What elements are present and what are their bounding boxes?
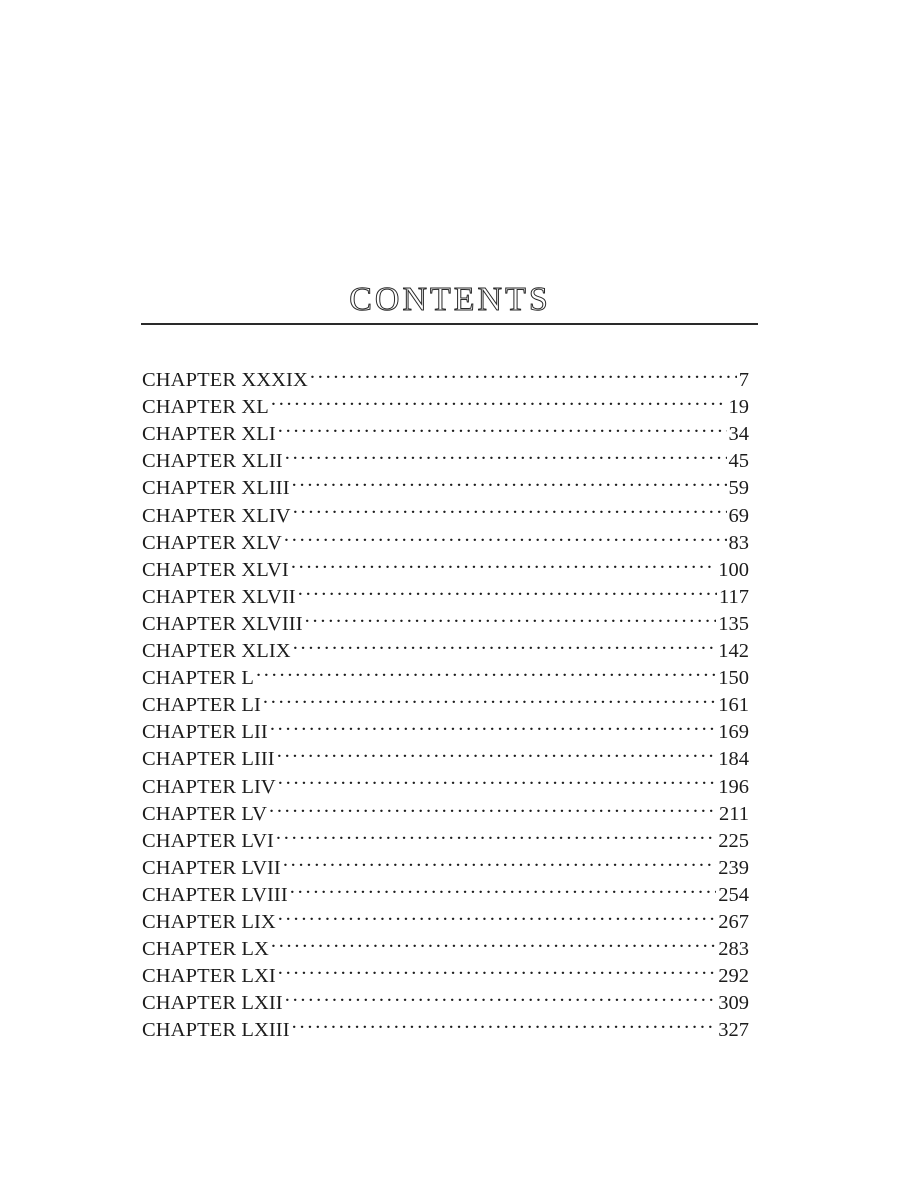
chapter-title: CHAPTER XLVI bbox=[142, 558, 289, 581]
chapter-title: CHAPTER XLV bbox=[142, 531, 282, 554]
dot-leader bbox=[285, 982, 717, 1009]
dot-leader bbox=[271, 386, 727, 413]
page-number: 196 bbox=[718, 775, 749, 798]
page-number: 327 bbox=[718, 1019, 749, 1042]
chapter-title: CHAPTER LXIII bbox=[142, 1019, 290, 1042]
dot-leader bbox=[290, 874, 716, 901]
page-number: 169 bbox=[718, 721, 749, 744]
heading-divider bbox=[141, 323, 758, 325]
page-number: 135 bbox=[718, 612, 749, 635]
dot-leader bbox=[292, 467, 727, 494]
dot-leader bbox=[293, 494, 727, 521]
page-number: 283 bbox=[718, 938, 749, 961]
chapter-title: CHAPTER XLI bbox=[142, 423, 276, 446]
page-number: 161 bbox=[718, 694, 749, 717]
chapter-title: CHAPTER XLII bbox=[142, 450, 283, 473]
chapter-title: CHAPTER LIII bbox=[142, 748, 275, 771]
page-number: 19 bbox=[728, 396, 749, 419]
page-number: 225 bbox=[718, 829, 749, 852]
chapter-title: CHAPTER LX bbox=[142, 938, 269, 961]
page-number: 184 bbox=[718, 748, 749, 771]
page-number: 150 bbox=[718, 667, 749, 690]
dot-leader bbox=[277, 738, 717, 765]
contents-heading: CONTENTS bbox=[349, 280, 551, 318]
chapter-title: CHAPTER LVII bbox=[142, 856, 281, 879]
chapter-title: CHAPTER XLIV bbox=[142, 504, 291, 527]
chapter-title: CHAPTER XLIX bbox=[142, 640, 291, 663]
chapter-title: CHAPTER LXI bbox=[142, 965, 276, 988]
dot-leader bbox=[271, 928, 716, 955]
chapter-title: CHAPTER LV bbox=[142, 802, 267, 825]
dot-leader bbox=[285, 440, 727, 467]
page-number: 292 bbox=[718, 965, 749, 988]
chapter-title: CHAPTER XLVIII bbox=[142, 612, 303, 635]
page-number: 83 bbox=[728, 531, 749, 554]
chapter-title: CHAPTER XLIII bbox=[142, 477, 290, 500]
page-number: 7 bbox=[738, 369, 749, 392]
page-number: 254 bbox=[718, 883, 749, 906]
toc-entry[interactable] bbox=[142, 359, 749, 392]
chapter-title: CHAPTER XL bbox=[142, 396, 269, 419]
dot-leader bbox=[298, 576, 717, 603]
page-number: 100 bbox=[718, 558, 749, 581]
dot-leader bbox=[278, 765, 716, 792]
page-number: 59 bbox=[728, 477, 749, 500]
dot-leader bbox=[310, 359, 737, 386]
chapter-title: CHAPTER LIX bbox=[142, 910, 276, 933]
chapter-title: CHAPTER LIV bbox=[142, 775, 276, 798]
dot-leader bbox=[278, 413, 727, 440]
chapter-title: CHAPTER LII bbox=[142, 721, 268, 744]
page-number: 45 bbox=[728, 450, 749, 473]
dot-leader bbox=[269, 793, 717, 820]
chapter-title: CHAPTER L bbox=[142, 667, 254, 690]
page-number: 34 bbox=[728, 423, 749, 446]
dot-leader bbox=[284, 522, 727, 549]
chapter-title: CHAPTER LI bbox=[142, 694, 261, 717]
page-number: 211 bbox=[719, 802, 749, 825]
chapter-title: CHAPTER LVIII bbox=[142, 883, 288, 906]
dot-leader bbox=[276, 820, 716, 847]
page-number: 267 bbox=[718, 910, 749, 933]
dot-leader bbox=[293, 630, 717, 657]
page-number: 142 bbox=[718, 640, 749, 663]
page-number: 69 bbox=[728, 504, 749, 527]
dot-leader bbox=[305, 603, 717, 630]
page-number: 239 bbox=[718, 856, 749, 879]
chapter-title: CHAPTER XXXIX bbox=[142, 369, 308, 392]
dot-leader bbox=[283, 847, 716, 874]
page-number: 117 bbox=[719, 585, 749, 608]
chapter-title: CHAPTER LVI bbox=[142, 829, 274, 852]
dot-leader bbox=[291, 549, 716, 576]
table-of-contents bbox=[142, 359, 749, 1042]
dot-leader bbox=[292, 1009, 717, 1036]
page-number: 309 bbox=[718, 992, 749, 1015]
chapter-title: CHAPTER LXII bbox=[142, 992, 283, 1015]
chapter-title: CHAPTER XLVII bbox=[142, 585, 296, 608]
dot-leader bbox=[270, 711, 716, 738]
dot-leader bbox=[278, 901, 716, 928]
dot-leader bbox=[278, 955, 716, 982]
dot-leader bbox=[263, 684, 716, 711]
dot-leader bbox=[256, 657, 716, 684]
